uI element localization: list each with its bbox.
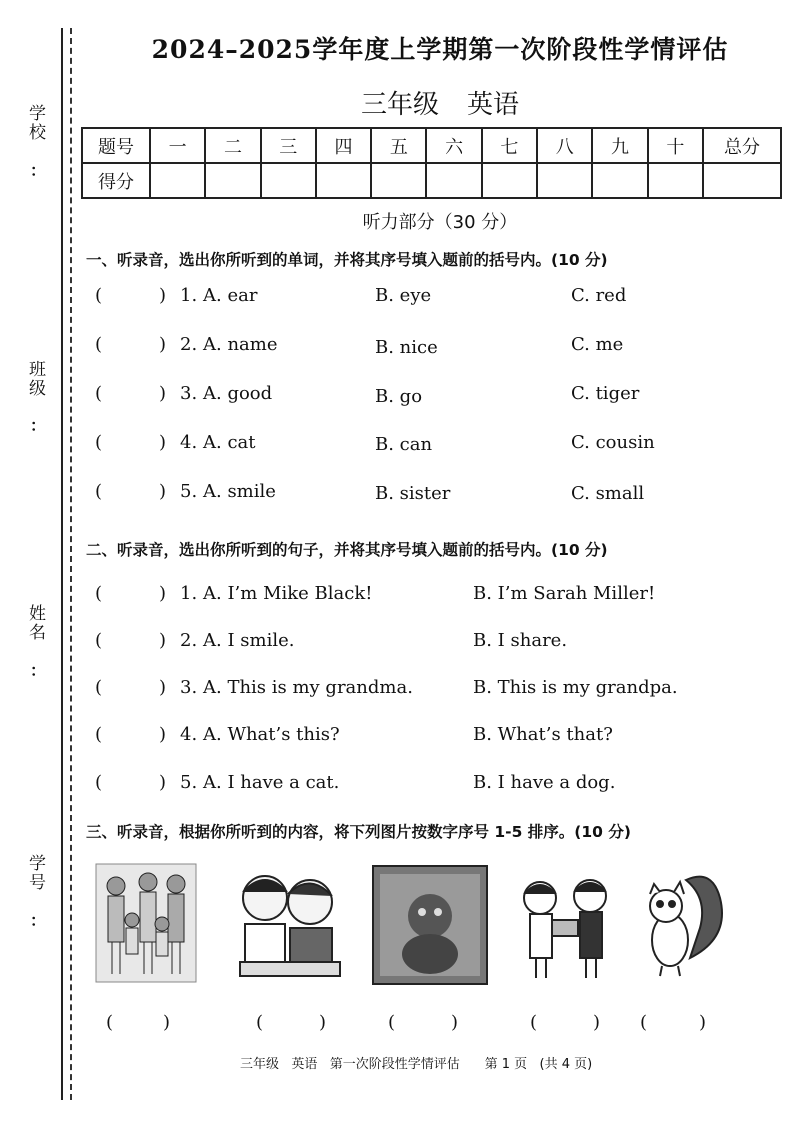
option-a: A. I have a cat. bbox=[203, 772, 340, 793]
paren-open: ( bbox=[256, 1012, 264, 1033]
score-header-cell: 八 bbox=[537, 128, 592, 163]
score-header-cell: 七 bbox=[482, 128, 537, 163]
answer-paren-open[interactable]: ( bbox=[95, 724, 103, 745]
question-number: 4. bbox=[180, 724, 198, 745]
option-c: C. tiger bbox=[571, 383, 640, 404]
score-table-header-row bbox=[82, 128, 781, 163]
option-a: A. good bbox=[203, 383, 273, 404]
option-c: C. me bbox=[571, 334, 624, 355]
option-b: B. I have a dog. bbox=[473, 772, 616, 793]
sharing-picture bbox=[524, 880, 606, 978]
binding-margin bbox=[0, 0, 70, 1123]
question-number: 3. bbox=[180, 677, 198, 698]
picture-5-answer[interactable] bbox=[640, 1012, 706, 1033]
score-cell[interactable] bbox=[205, 163, 260, 198]
paren-open: ( bbox=[106, 1012, 114, 1033]
school-label: 学校 bbox=[25, 104, 45, 142]
score-header-cell: 六 bbox=[426, 128, 481, 163]
answer-paren-open[interactable]: ( bbox=[95, 285, 103, 306]
name-label: 姓名 bbox=[25, 604, 45, 642]
question-number: 5. bbox=[180, 772, 198, 793]
answer-paren-close: ) bbox=[159, 677, 167, 698]
option-a: A. I’m Mike Black! bbox=[203, 583, 373, 604]
score-table bbox=[81, 127, 782, 199]
family-picture bbox=[96, 864, 196, 982]
school-colon: ： bbox=[30, 161, 47, 180]
answer-paren-open[interactable]: ( bbox=[95, 383, 103, 404]
picture-4-answer[interactable] bbox=[530, 1012, 600, 1033]
answer-paren-close: ) bbox=[159, 432, 167, 453]
answer-paren-open[interactable]: ( bbox=[95, 334, 103, 355]
paren-close: ) bbox=[699, 1012, 707, 1033]
student-number-colon: ： bbox=[30, 911, 47, 930]
answer-paren-close: ) bbox=[159, 772, 167, 793]
score-cell[interactable] bbox=[482, 163, 537, 198]
option-a: A. ear bbox=[203, 285, 258, 306]
part1-question bbox=[95, 481, 785, 509]
exam-title: 2024–2025学年度上学期第一次阶段性学情评估 bbox=[151, 35, 729, 64]
score-cell[interactable] bbox=[371, 163, 426, 198]
class-label: 班级 bbox=[25, 360, 45, 398]
listening-heading: 听力部分（30 分） bbox=[362, 212, 518, 233]
score-header-cell: 二 bbox=[205, 128, 260, 163]
paren-open: ( bbox=[530, 1012, 538, 1033]
answer-paren-close: ) bbox=[159, 583, 167, 604]
name-colon: ： bbox=[30, 661, 47, 680]
answer-paren-open[interactable]: ( bbox=[95, 630, 103, 651]
option-b: B. I’m Sarah Miller! bbox=[473, 583, 656, 604]
squirrel-picture bbox=[650, 877, 722, 976]
score-table-score-row bbox=[82, 163, 781, 198]
question-number: 3. bbox=[180, 383, 198, 404]
score-header-cell: 三 bbox=[261, 128, 316, 163]
paren-close: ) bbox=[593, 1012, 601, 1033]
score-header-cell: 十 bbox=[648, 128, 703, 163]
option-b: B. nice bbox=[375, 337, 438, 358]
answer-paren-open[interactable]: ( bbox=[95, 583, 103, 604]
option-c: C. small bbox=[571, 483, 645, 504]
monkey-picture bbox=[373, 866, 487, 984]
part2-question bbox=[95, 583, 785, 611]
paren-close: ) bbox=[319, 1012, 327, 1033]
question-number: 1. bbox=[180, 583, 198, 604]
score-cell[interactable] bbox=[592, 163, 647, 198]
score-cell[interactable] bbox=[316, 163, 371, 198]
score-cell[interactable] bbox=[426, 163, 481, 198]
part2-question bbox=[95, 772, 785, 800]
score-row-label: 得分 bbox=[82, 163, 150, 198]
score-header-cell: 题号 bbox=[82, 128, 150, 163]
option-a: A. What’s this? bbox=[203, 724, 340, 745]
part1-question bbox=[95, 383, 785, 411]
question-number: 2. bbox=[180, 334, 198, 355]
question-number: 4. bbox=[180, 432, 198, 453]
binding-solid-line bbox=[61, 28, 63, 1100]
part1-question bbox=[95, 334, 785, 362]
part3-title: 三、听录音，根据你所听到的内容，将下列图片按数字序号 1-5 排序。(10 分) bbox=[86, 823, 631, 841]
option-c: C. cousin bbox=[571, 432, 655, 453]
score-cell[interactable] bbox=[648, 163, 703, 198]
score-cell[interactable] bbox=[537, 163, 592, 198]
option-a: A. name bbox=[203, 334, 278, 355]
option-a: A. I smile. bbox=[203, 630, 295, 651]
option-a: A. This is my grandma. bbox=[203, 677, 413, 698]
answer-paren-close: ) bbox=[159, 630, 167, 651]
part3-pictures bbox=[90, 858, 780, 988]
question-number: 5. bbox=[180, 481, 198, 502]
option-b: B. can bbox=[375, 434, 433, 455]
score-header-cell: 四 bbox=[316, 128, 371, 163]
part1-title: 一、听录音，选出你所听到的单词，并将其序号填入题前的括号内。(10 分) bbox=[86, 251, 608, 269]
score-cell[interactable] bbox=[150, 163, 205, 198]
picture-3-answer[interactable] bbox=[388, 1012, 458, 1033]
grade-label: 三年级 bbox=[360, 90, 439, 120]
answer-paren-close: ) bbox=[159, 383, 167, 404]
score-cell[interactable] bbox=[261, 163, 316, 198]
answer-paren-close: ) bbox=[159, 285, 167, 306]
option-a: A. cat bbox=[203, 432, 256, 453]
part1-question bbox=[95, 432, 785, 460]
score-cell[interactable] bbox=[703, 163, 781, 198]
picture-2-answer[interactable] bbox=[256, 1012, 326, 1033]
option-c: C. red bbox=[571, 285, 627, 306]
answer-paren-open[interactable]: ( bbox=[95, 481, 103, 502]
paren-close: ) bbox=[451, 1012, 459, 1033]
option-b: B. I share. bbox=[473, 630, 568, 651]
option-b: B. go bbox=[375, 386, 423, 407]
question-number: 2. bbox=[180, 630, 198, 651]
question-number: 1. bbox=[180, 285, 198, 306]
subject-label: 英语 bbox=[467, 90, 520, 120]
part2-question bbox=[95, 677, 785, 705]
answer-paren-open[interactable]: ( bbox=[95, 677, 103, 698]
part2-title: 二、听录音，选出你所听到的句子，并将其序号填入题前的括号内。(10 分) bbox=[86, 541, 608, 559]
part2-question bbox=[95, 724, 785, 752]
two-children-picture bbox=[240, 876, 340, 976]
paren-open: ( bbox=[640, 1012, 648, 1033]
score-header-cell: 五 bbox=[371, 128, 426, 163]
picture-1-answer[interactable] bbox=[106, 1012, 170, 1033]
score-header-cell: 九 bbox=[592, 128, 647, 163]
paren-open: ( bbox=[388, 1012, 396, 1033]
part2-question bbox=[95, 630, 785, 658]
student-number-label: 学号 bbox=[25, 854, 45, 892]
option-a: A. smile bbox=[203, 481, 276, 502]
part1-question bbox=[95, 285, 785, 313]
score-header-cell: 一 bbox=[150, 128, 205, 163]
paren-close: ) bbox=[163, 1012, 171, 1033]
class-colon: ： bbox=[30, 416, 47, 435]
page-footer: 三年级 英语 第一次阶段性学情评估 第 1 页 (共 4 页) bbox=[240, 1057, 593, 1072]
answer-paren-close: ) bbox=[159, 334, 167, 355]
binding-dashed-line bbox=[70, 28, 72, 1100]
exam-subtitle bbox=[90, 84, 790, 121]
answer-paren-close: ) bbox=[159, 724, 167, 745]
option-b: B. eye bbox=[375, 285, 432, 306]
option-b: B. What’s that? bbox=[473, 724, 613, 745]
score-header-cell: 总分 bbox=[703, 128, 781, 163]
option-b: B. This is my grandpa. bbox=[473, 677, 678, 698]
option-b: B. sister bbox=[375, 483, 451, 504]
answer-paren-open[interactable]: ( bbox=[95, 772, 103, 793]
answer-paren-close: ) bbox=[159, 481, 167, 502]
answer-paren-open[interactable]: ( bbox=[95, 432, 103, 453]
